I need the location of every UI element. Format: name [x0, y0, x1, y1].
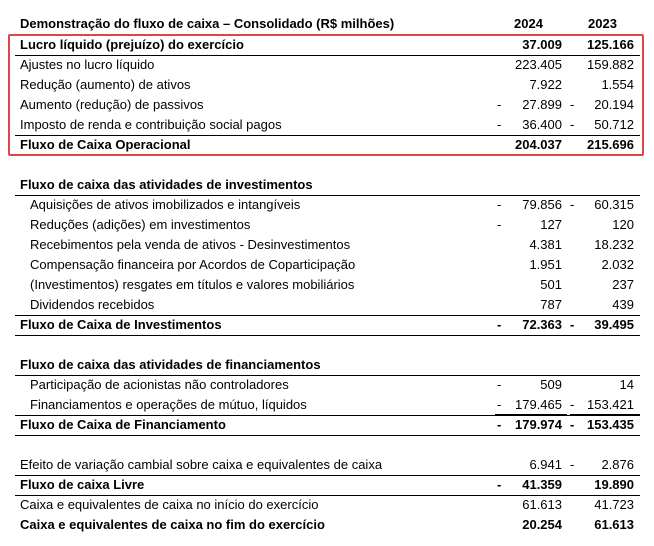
total-row: [0, 515, 654, 535]
negative-sign: -: [497, 477, 502, 492]
table-row: [0, 375, 654, 395]
negative-sign: -: [497, 417, 502, 432]
negative-sign: -: [570, 97, 575, 112]
header-row: [0, 14, 654, 34]
value-2024: 509: [540, 377, 562, 392]
negative-sign: -: [570, 117, 575, 132]
section-heading: Fluxo de caixa das atividades de investimentos: [20, 177, 313, 192]
value-2023: 20.194: [594, 97, 634, 112]
row-label: Aquisições de ativos imobilizados e intangíveis: [30, 197, 301, 212]
table-row: [0, 395, 654, 415]
column-header-2024: 2024: [514, 16, 543, 31]
value-2024: 4.381: [529, 237, 562, 252]
negative-sign: -: [497, 317, 502, 332]
negative-sign: -: [497, 197, 502, 212]
row-label: Participação de acionistas não controladores: [30, 377, 289, 392]
row-label: Imposto de renda e contribuição social pagos: [20, 117, 282, 132]
row-label: Recebimentos pela venda de ativos - Desinvestimentos: [30, 237, 351, 252]
value-2023: 125.166: [587, 37, 634, 52]
value-2023: 439: [612, 297, 634, 312]
value-2024: 1.951: [529, 257, 562, 272]
value-2023: 50.712: [594, 117, 634, 132]
value-2024: 179.465: [515, 397, 562, 412]
value-2023: 41.723: [594, 497, 634, 512]
value-2024: 787: [540, 297, 562, 312]
total-2024: 20.254: [522, 517, 562, 532]
value-2024: 7.922: [529, 77, 562, 92]
value-2024: 27.899: [522, 97, 562, 112]
value-2024: 6.941: [529, 457, 562, 472]
value-2023: 153.421: [587, 397, 634, 412]
value-2023: 2.876: [601, 457, 634, 472]
negative-sign: -: [497, 397, 502, 412]
row-label: Ajustes no lucro líquido: [20, 57, 155, 72]
total-2023: 215.696: [587, 137, 634, 152]
total-row: [0, 415, 654, 435]
value-2023: 120: [612, 217, 634, 232]
value-2023: 237: [612, 277, 634, 292]
negative-sign: -: [497, 217, 502, 232]
divider: [15, 335, 640, 336]
value-2023: 18.232: [594, 237, 634, 252]
statement-title: Demonstração do fluxo de caixa – Consolidado (R$ milhões): [20, 16, 395, 31]
row-label: Dividendos recebidos: [30, 297, 155, 312]
total-2024: 41.359: [522, 477, 562, 492]
total-label: Fluxo de Caixa de Financiamento: [20, 417, 226, 432]
total-label: Fluxo de Caixa Operacional: [20, 137, 191, 152]
value-2024: 79.856: [522, 197, 562, 212]
total-row: [0, 475, 654, 495]
negative-sign: -: [497, 377, 502, 392]
row-label: Caixa e equivalentes de caixa no início do exercício: [20, 497, 319, 512]
value-2024: 61.613: [522, 497, 562, 512]
table-row: [0, 455, 654, 475]
value-2023: 14: [619, 377, 634, 392]
table-row: [0, 295, 654, 315]
value-2023: 1.554: [601, 77, 634, 92]
negative-sign: -: [570, 197, 575, 212]
section-heading-row: [0, 175, 654, 195]
total-2023: 153.435: [587, 417, 634, 432]
value-2024: 37.009: [522, 37, 562, 52]
total-2024: 72.363: [522, 317, 562, 332]
row-label: Aumento (redução) de passivos: [20, 97, 204, 112]
table-row: [0, 275, 654, 295]
value-2024: 223.405: [515, 57, 562, 72]
table-row: [0, 235, 654, 255]
section-heading-row: [0, 355, 654, 375]
total-label: Fluxo de caixa Livre: [20, 477, 145, 492]
negative-sign: -: [497, 97, 502, 112]
negative-sign: -: [497, 117, 502, 132]
column-header-2023: 2023: [588, 16, 617, 31]
table-row: [0, 215, 654, 235]
row-label: (Investimentos) resgates em títulos e valores mobiliários: [30, 277, 355, 292]
negative-sign: -: [570, 417, 575, 432]
total-2024: 179.974: [515, 417, 562, 432]
highlight-box: [8, 34, 644, 156]
total-2023: 61.613: [594, 517, 634, 532]
divider: [15, 435, 640, 436]
row-label: Efeito de variação cambial sobre caixa e equivalentes de caixa: [20, 457, 383, 472]
row-label: Reduções (adições) em investimentos: [30, 217, 251, 232]
negative-sign: -: [570, 397, 575, 412]
row-label: Lucro líquido (prejuízo) do exercício: [20, 37, 244, 52]
total-label: Caixa e equivalentes de caixa no fim do exercício: [20, 517, 325, 532]
table-row: [0, 255, 654, 275]
row-label: Redução (aumento) de ativos: [20, 77, 191, 92]
value-2023: 60.315: [594, 197, 634, 212]
row-label: Compensação financeira por Acordos de Coparticipação: [30, 257, 356, 272]
total-label: Fluxo de Caixa de Investimentos: [20, 317, 222, 332]
table-row: [0, 495, 654, 515]
section-heading: Fluxo de caixa das atividades de financiamentos: [20, 357, 321, 372]
value-2023: 2.032: [601, 257, 634, 272]
negative-sign: -: [570, 457, 575, 472]
value-2024: 36.400: [522, 117, 562, 132]
value-2024: 127: [540, 217, 562, 232]
total-row: [0, 315, 654, 335]
total-2024: 204.037: [515, 137, 562, 152]
table-row: [0, 195, 654, 215]
total-2023: 19.890: [594, 477, 634, 492]
row-label: Financiamentos e operações de mútuo, líquidos: [30, 397, 307, 412]
negative-sign: -: [570, 317, 575, 332]
value-2024: 501: [540, 277, 562, 292]
total-2023: 39.495: [594, 317, 634, 332]
value-2023: 159.882: [587, 57, 634, 72]
